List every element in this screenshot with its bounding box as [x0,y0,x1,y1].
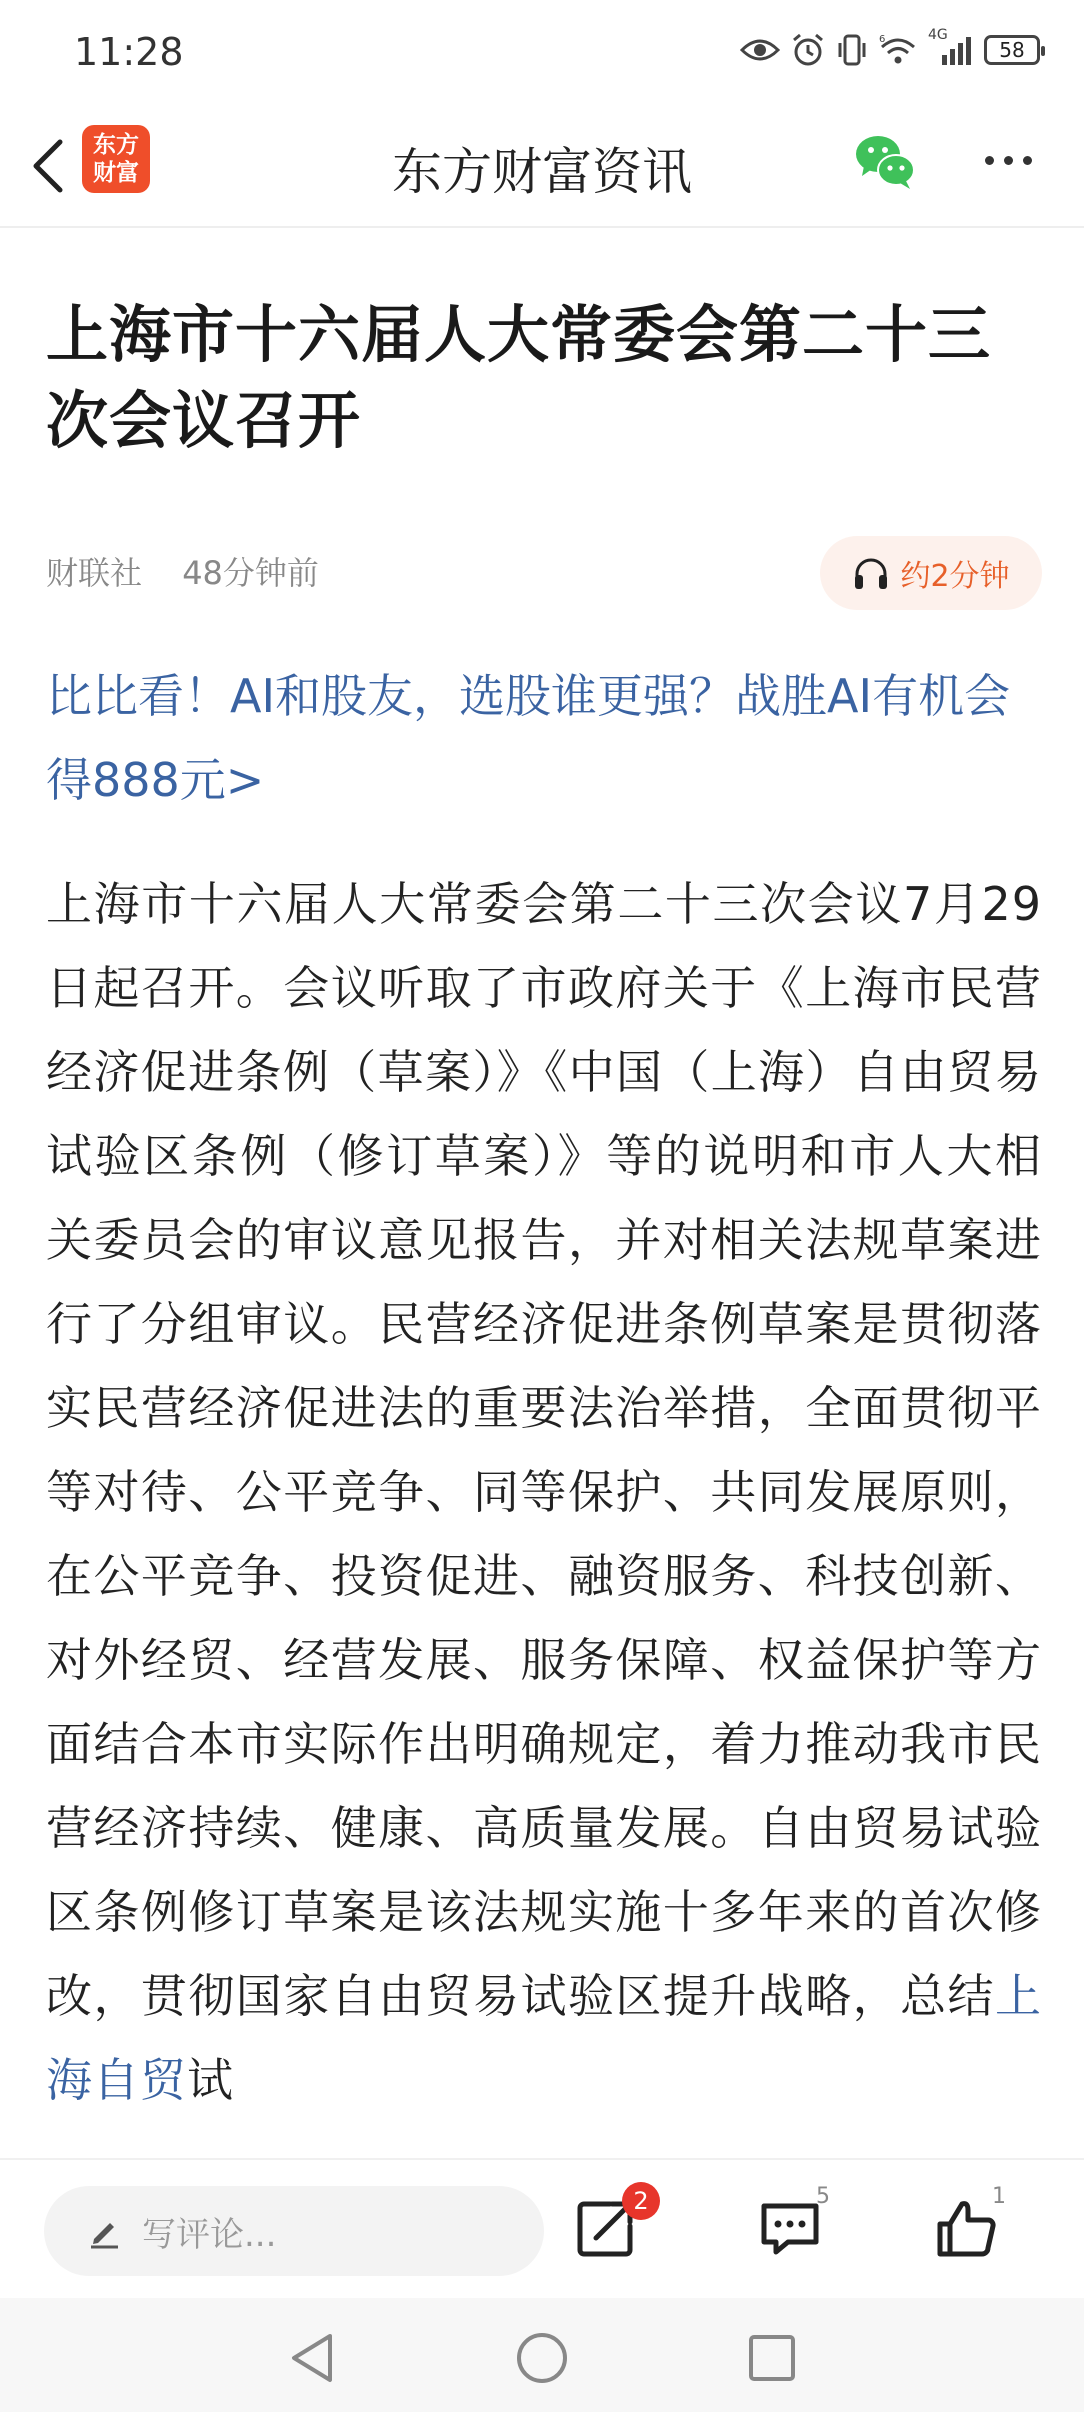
headphones-icon [852,555,890,591]
logo-line2: 财富 [93,160,139,186]
battery-level: 58 [999,38,1025,62]
status-icons [740,27,1040,68]
keyword-link[interactable]: 上海自贸 [46,1969,1042,2107]
article-body-tail: 试 [187,2053,234,2107]
wechat-share-button[interactable] [850,126,920,196]
article-time: 48分钟前 [182,554,319,592]
article-meta [46,548,349,594]
logo-line1: 东方 [93,132,139,158]
eye-icon [740,35,780,65]
pencil-icon [86,2213,122,2249]
dot [1023,156,1032,165]
like-count: 1 [992,2184,1006,2209]
chevron-left-icon [28,136,68,196]
header-title: 东方财富资讯 [392,143,692,201]
share-button[interactable] [574,2187,649,2266]
article-title: 上海市十六届人大常委会第二十三次会议召开 [46,298,992,457]
article-body [46,862,1042,2154]
wechat-icon [850,126,920,196]
comment-icon [758,2196,822,2260]
nav-back-button[interactable] [282,2328,342,2388]
status-bar [0,0,1084,106]
action-bar [0,2158,1084,2300]
app-logo[interactable] [82,125,150,193]
like-button[interactable] [934,2184,1006,2266]
system-nav-bar [0,2298,1084,2412]
more-options-button[interactable] [975,130,1041,190]
dot [1004,156,1013,165]
listen-button[interactable] [820,536,1042,610]
circle-home-icon [515,2331,569,2385]
thumbs-up-icon [934,2196,998,2260]
comment-placeholder: 写评论... [142,2214,277,2255]
dot [985,156,994,165]
nav-recents-button[interactable] [742,2328,802,2388]
triangle-back-icon [288,2332,336,2384]
listen-duration: 约2分钟 [900,559,1010,594]
alarm-icon [790,32,826,68]
back-button[interactable] [18,126,78,206]
nav-home-button[interactable] [512,2328,572,2388]
app-header [0,106,1084,228]
battery-icon [984,35,1040,65]
status-time: 11:28 [74,30,184,74]
network-label: 4G [928,27,948,43]
promo-link[interactable]: 比比看！AI和股友，选股谁更强？战胜AI有机会得888元> [46,669,1011,807]
share-badge: 2 [622,2182,660,2220]
signal-icon [928,27,974,67]
svg-text:6: 6 [879,34,886,45]
vibrate-icon [836,33,868,67]
comments-button[interactable] [758,2184,830,2266]
article-source: 财联社 [46,554,143,592]
comment-input[interactable] [44,2186,544,2276]
article-body-text: 上海市十六届人大常委会第二十三次会议7月29日起召开。会议听取了市政府关于《上海市民营经济促进条例（草案）》《中国（上海）自由贸易试验区条例（修订草案）》等的说明和市人大相关委员会的审议意见报告，并对相关法规草案进行了分组审议。民营经济促进条例草案是贯彻落实民营经济促进法的重要法治举措，全面贯彻平等对待、公平竞争、同等保护、共同发展原则，在公平竞争、投资促进、融资服务、科技创新、对外经贸、经营发展、服务保障、权益保护等方面结合本市实际作出明确规定，着力推动我市民营经济持续、健康、高质量发展。自由贸易试验区条例修订草案是该法规实施十多年来的首次修改，贯彻国家自由贸易试验区提升战略，总结 [46,877,1042,2023]
wifi-icon [878,33,918,67]
comment-count: 5 [816,2184,830,2209]
square-recents-icon [747,2333,797,2383]
